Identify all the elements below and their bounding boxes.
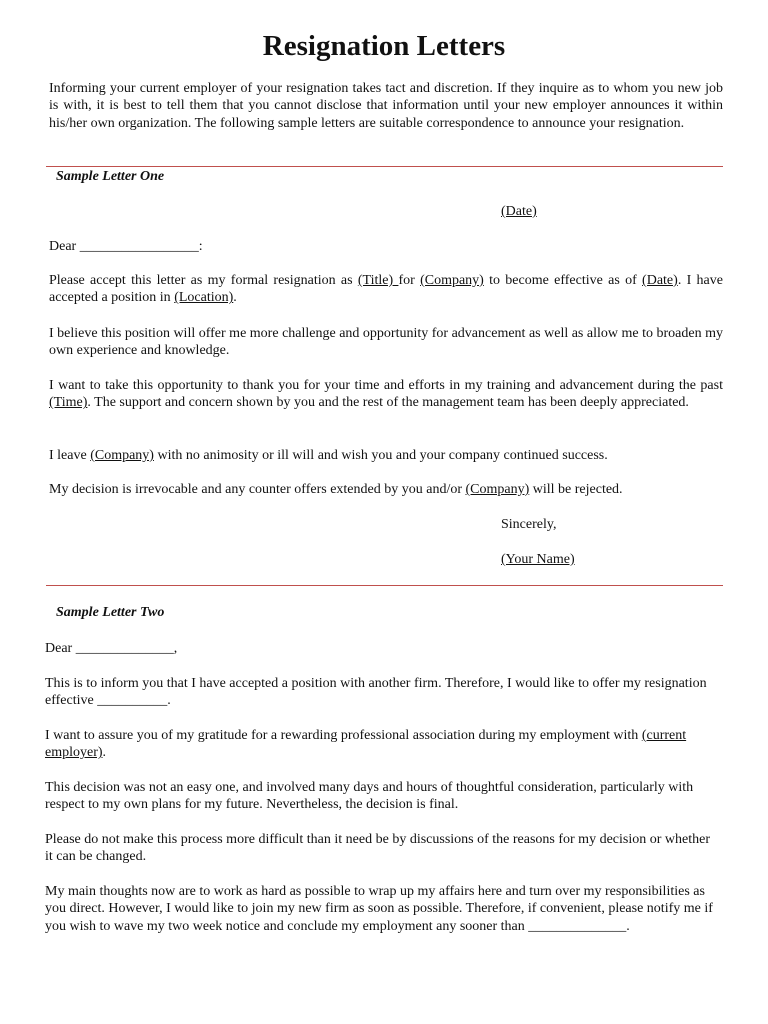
text-run: will be rejected. — [529, 482, 623, 497]
text-run: This is to inform you that I have accepted a position with another firm. Therefore, I would like to offer my resignation effective — [45, 676, 707, 709]
location-placeholder: (Location) — [174, 290, 234, 306]
date-placeholder: (Date) — [642, 273, 678, 288]
text-run: My main thoughts now are to work as hard as possible to wrap up my affairs here and turn over my responsibilities as you direct. However, I would like to join my new firm as soon as possible. Therefore, if convenient, please notify me if you wish to wave my two week notice and conclude my employment any sooner than — [45, 884, 713, 934]
letter-two-paragraph-2 — [45, 727, 717, 762]
text-run: . — [626, 918, 630, 934]
text-run: with no animosity or ill will and wish you and your company continued success. — [153, 448, 608, 463]
section-divider-top — [46, 166, 723, 167]
date-blank: __________ — [97, 693, 168, 709]
text-run: . The support and concern shown by you and the rest of the management team has been deeply appreciated. — [87, 395, 689, 411]
company-placeholder: (Company) — [420, 273, 484, 288]
letter-one-date-placeholder — [501, 203, 537, 220]
text-run: for — [398, 273, 421, 288]
letter-two-salutation: Dear ______________, — [45, 641, 178, 656]
letter-one-heading: Sample Letter One — [56, 169, 165, 184]
text-run: . — [233, 290, 237, 306]
letter-one-paragraph-3 — [49, 377, 723, 412]
time-placeholder: (Time) — [49, 395, 88, 411]
date-blank: ______________ — [528, 918, 627, 934]
company-placeholder: (Company) — [90, 448, 154, 463]
name-placeholder: (Your Name) — [501, 552, 575, 567]
title-placeholder: (Title) — [357, 273, 399, 288]
text-run: . — [102, 745, 107, 761]
text-run: I want to assure you of my gratitude for a rewarding professional association during my employment with — [45, 728, 642, 743]
letter-two-paragraph-1 — [45, 675, 717, 710]
letter-two-heading: Sample Letter Two — [56, 605, 165, 620]
letter-two-paragraph-5 — [45, 883, 717, 935]
salutation-text: Dear — [49, 239, 80, 254]
letter-one-paragraph-1 — [49, 272, 723, 307]
letter-one-paragraph-4 — [49, 447, 723, 464]
letter-two-paragraph-3: This decision was not an easy one, and involved many days and hours of thoughtful consideration, particularly with respect to my own plans for my future. Nevertheless, the decision is final. — [45, 780, 694, 813]
letter-two-paragraph-4: Please do not make this process more difficult than it need be by discussions of the reasons for my decision or whether it can be changed. — [45, 832, 710, 865]
text-run: to become effective as of — [483, 273, 643, 288]
text-run: . I have accepted a position in — [49, 273, 723, 306]
employer-placeholder: (current employer) — [45, 728, 687, 761]
text-run: Please accept this letter as my formal resignation as — [49, 273, 358, 288]
date-placeholder: (Date) — [501, 204, 537, 219]
section-divider-middle — [46, 585, 723, 586]
text-run: . — [167, 693, 171, 709]
document-title: Resignation Letters — [262, 30, 506, 62]
text-run: I leave — [49, 448, 91, 463]
letter-one-paragraph-2: I believe this position will offer me more challenge and opportunity for advancement as well as allow me to broaden my own experience and knowledge. — [49, 326, 723, 359]
salutation-blank: _________________: — [79, 239, 203, 254]
letter-one-closing: Sincerely, — [501, 517, 557, 532]
letter-one-salutation — [49, 238, 203, 255]
letter-one-signature — [501, 551, 575, 568]
text-run: My decision is irrevocable and any counter offers extended by you and/or — [49, 482, 466, 497]
letter-one-paragraph-5 — [49, 481, 723, 498]
text-run: I want to take this opportunity to thank you for your time and efforts in my training and advancement during the past — [49, 378, 723, 393]
company-placeholder: (Company) — [465, 482, 530, 497]
intro-paragraph: Informing your current employer of your resignation takes tact and discretion. If they inquire as to whom you new job is with, it is best to tell them that you cannot disclose that information until your new employer announces it within his/her own organization. The following sample letters are suitable correspondence to announce your resignation. — [49, 81, 723, 131]
